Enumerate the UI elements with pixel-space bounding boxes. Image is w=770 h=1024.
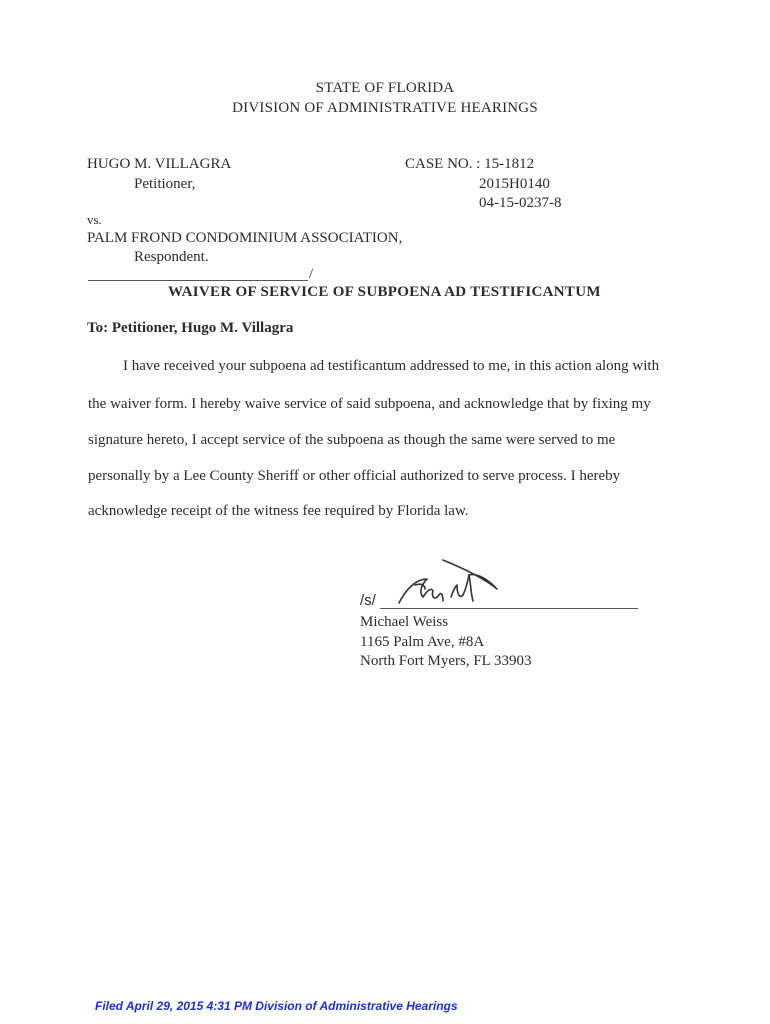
agency-division: DIVISION OF ADMINISTRATIVE HEARINGS [232,100,538,116]
addressee-line: To: Petitioner, Hugo M. Villagra [87,320,294,336]
body-line: the waiver form. I hereby waive service of said subpoena, and acknowledge that by fixing my [88,396,651,412]
signature-prefix: /s/ [360,592,376,609]
body-line: acknowledge receipt of the witness fee required by Florida law. [88,503,469,519]
signer-address-line2: North Fort Myers, FL 33903 [360,653,532,669]
agency-state: STATE OF FLORIDA [315,80,455,96]
case-number-2: 2015H0140 [479,176,550,192]
respondent-role: Respondent. [134,249,209,265]
signature-rule [380,608,638,609]
case-number-3: 04-15-0237-8 [479,195,562,211]
body-line: I have received your subpoena ad testificantum addressed to me, in this action along with [123,358,660,374]
signer-address-line1: 1165 Palm Ave, #8A [360,634,485,650]
signer-name: Michael Weiss [360,614,449,630]
body-line: personally by a Lee County Sheriff or other official authorized to serve process. I hereby [88,468,621,484]
petitioner-name: HUGO M. VILLAGRA [87,156,232,172]
case-number: CASE NO. : 15-1812 [405,156,535,172]
caption-slash: / [309,266,314,282]
respondent-name: PALM FROND CONDOMINIUM ASSOCIATION, [87,230,403,246]
document-title: WAIVER OF SERVICE OF SUBPOENA AD TESTIFICANTUM [168,284,601,300]
body-line: signature hereto, I accept service of the subpoena as though the same were served to me [88,432,616,448]
filing-stamp: Filed April 29, 2015 4:31 PM Division of Administrative Hearings [95,999,458,1013]
versus: vs. [87,212,102,227]
petitioner-role: Petitioner, [134,176,196,192]
caption-rule [88,280,308,281]
